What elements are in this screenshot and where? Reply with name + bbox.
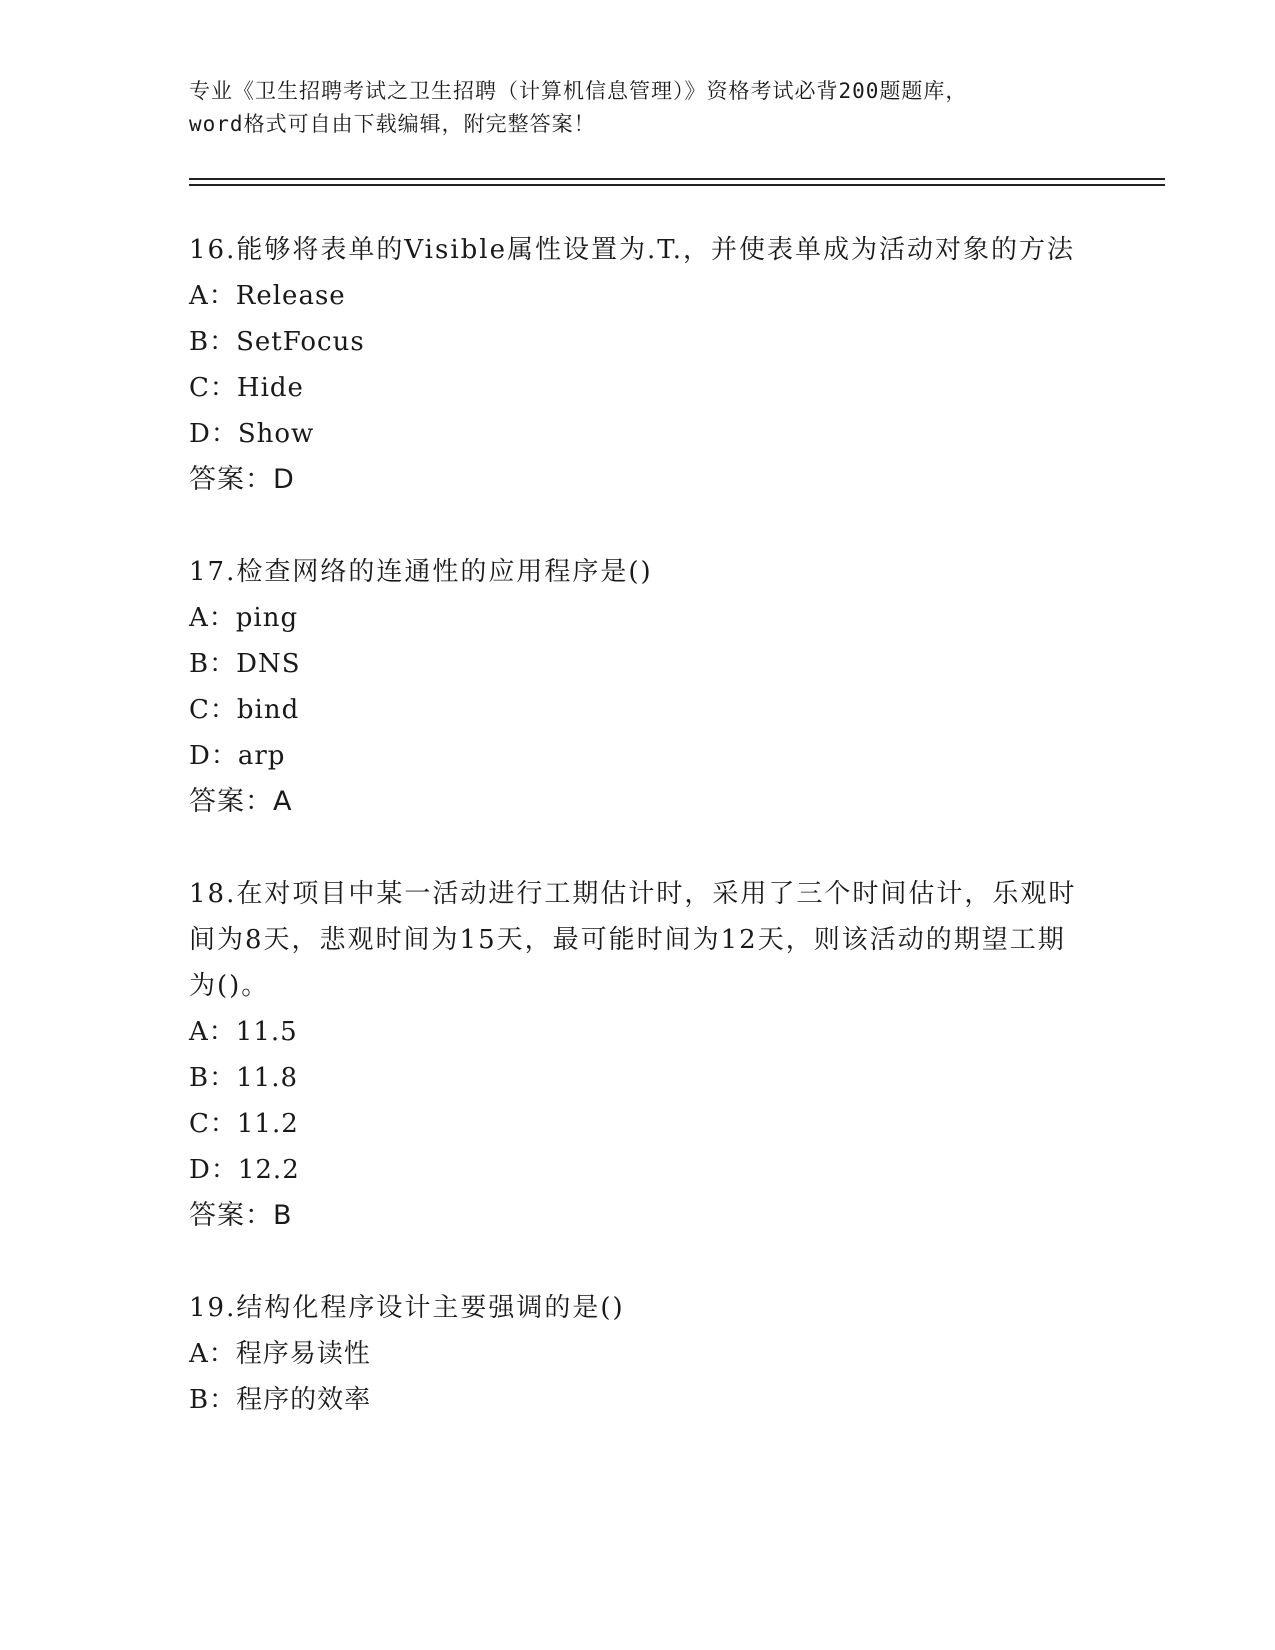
question-text: 18.在对项目中某一活动进行工期估计时，采用了三个时间估计，乐观时间为8天，悲观时间为15天，最可能时间为12天，则该活动的期望工期为()。 [189, 879, 1077, 1001]
question-item-19 [189, 1285, 1089, 1423]
option-d: D：12.2 [189, 1155, 300, 1185]
option-a: A：Release [189, 281, 346, 311]
answer-label: 答案：D [189, 464, 295, 495]
question-text: 19.结构化程序设计主要强调的是() [189, 1293, 625, 1323]
question-item-18 [189, 871, 1089, 1239]
question-item-16 [189, 227, 1089, 503]
option-b: B：程序的效率 [189, 1385, 372, 1415]
question-text: 16.能够将表单的Visible属性设置为.T.，并使表单成为活动对象的方法 [189, 235, 1076, 265]
question-list [189, 227, 1089, 1469]
header-line-2: word格式可自由下载编辑，附完整答案！ [189, 112, 596, 136]
answer-label: 答案：A [189, 786, 293, 817]
option-c: C：11.2 [189, 1109, 299, 1139]
header-line-1: 专业《卫生招聘考试之卫生招聘（计算机信息管理）》资格考试必背200题题库， [189, 79, 968, 103]
option-c: C：bind [189, 695, 300, 725]
option-b: B：DNS [189, 649, 301, 679]
answer-label: 答案：B [189, 1200, 293, 1231]
question-text: 17.检查网络的连通性的应用程序是() [189, 557, 653, 587]
option-b: B：11.8 [189, 1063, 298, 1093]
option-a: A：ping [189, 603, 299, 633]
option-c: C：Hide [189, 373, 304, 403]
option-a: A：程序易读性 [189, 1339, 371, 1369]
option-b: B：SetFocus [189, 327, 365, 357]
document-header [189, 75, 1089, 141]
option-d: D：arp [189, 741, 286, 771]
question-item-17 [189, 549, 1089, 825]
option-d: D：Show [189, 419, 315, 449]
header-divider-top [189, 178, 1165, 180]
option-a: A：11.5 [189, 1017, 298, 1047]
header-divider-bottom [189, 184, 1165, 186]
